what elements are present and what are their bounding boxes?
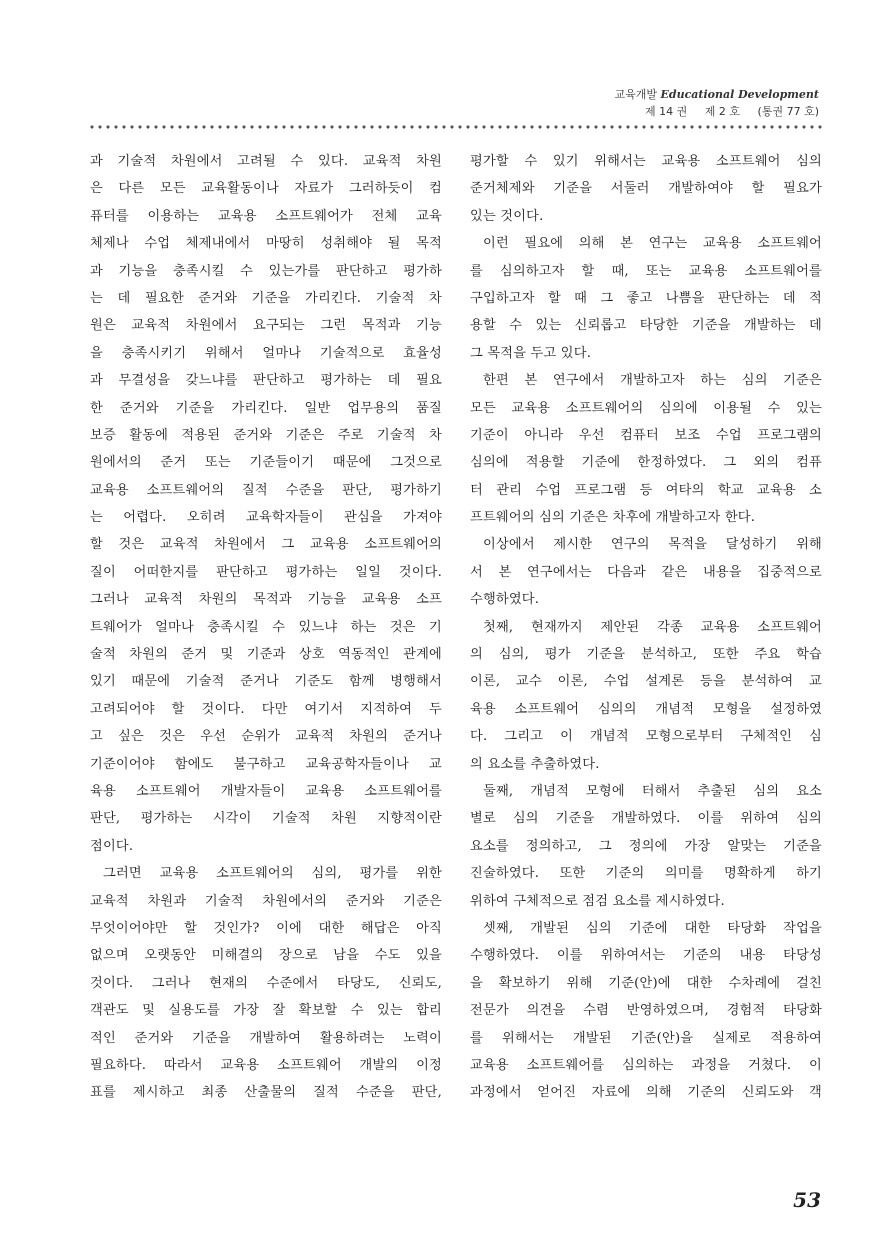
- journal-title-en: Educational Development: [660, 88, 819, 101]
- text-line: 트웨어가 얼마나 충족시킬 수 있느냐 하는 것은 기: [90, 619, 442, 635]
- text-line: 점이다.: [90, 838, 134, 854]
- text-line: 필요하다. 따라서 교육용 소프트웨어 개발의 이정: [90, 1057, 442, 1073]
- text-line: 다. 그리고 이 개념적 모형으로부터 구체적인 심: [470, 729, 822, 745]
- text-line: 수행하였다.: [470, 592, 540, 608]
- issue-info: [615, 103, 820, 120]
- text-line: 교육용 소프트웨어의 질적 수준을 판단, 평가하기: [90, 482, 442, 498]
- text-line: 표를 제시하고 최종 산출물의 질적 수준을 판단,: [90, 1085, 442, 1101]
- left-column: [90, 148, 442, 1107]
- text-line: 의 요소를 추출하였다.: [470, 756, 600, 772]
- text-line: 과정에서 얻어진 자료에 의해 기준의 신뢰도와 객: [470, 1085, 822, 1101]
- text-line: 터 관리 수업 프로그램 등 여타의 학교 교육용 소: [470, 482, 822, 498]
- text-line: 한 준거와 기준을 가리킨다. 일반 업무용의 품질: [90, 400, 442, 416]
- text-line: 는 어렵다. 오히려 교육학자들이 관심을 가져야: [90, 510, 442, 526]
- text-line: 이론, 교수 이론, 수업 설계론 등을 분석하여 교: [470, 674, 822, 690]
- text-line: 심의에 적용할 기준에 한정하였다. 그 외의 컴퓨: [470, 455, 822, 471]
- text-line: 기준이어야 함에도 불구하고 교육공학자들이나 교: [90, 756, 442, 772]
- text-line: 질이 어떠한지를 판단하고 평가하는 일일 것이다.: [90, 564, 442, 580]
- journal-title-kr: 교육개발: [614, 88, 658, 101]
- text-line: 객관도 및 실용도를 가장 잘 확보할 수 있는 합리: [90, 1003, 442, 1019]
- text-line: 이런 필요에 의해 본 연구는 교육용 소프트웨어: [483, 236, 822, 252]
- text-line: 퓨터를 이용하는 교육용 소프트웨어가 전체 교육: [90, 208, 442, 224]
- text-line: 프트웨어의 심의 기준은 차후에 개발하고자 한다.: [470, 510, 756, 526]
- text-line: 전문가 의견을 수렴 반영하였으며, 경험적 타당화: [470, 1003, 822, 1019]
- text-line: 수행하였다. 이를 위하여서는 기준의 내용 타당성: [470, 948, 822, 964]
- text-line: 술적 차원의 준거 및 기준과 상호 역동적인 관계에: [90, 647, 442, 663]
- total-issue-label: (통권 77 호): [757, 105, 819, 118]
- text-line: 과 기능을 충족시킬 수 있는가를 판단하고 평가하: [90, 263, 442, 279]
- text-line: 위하여 구체적으로 점검 요소를 제시하였다.: [470, 893, 725, 909]
- text-line: 적인 준거와 기준을 개발하여 활용하려는 노력이: [90, 1030, 442, 1046]
- text-line: 교육용 소프트웨어를 심의하는 과정을 거쳤다. 이: [470, 1057, 822, 1073]
- text-line: 는 데 필요한 준거와 기준을 가리킨다. 기술적 차: [90, 290, 442, 306]
- journal-title: [615, 86, 820, 103]
- text-line: 그러면 교육용 소프트웨어의 심의, 평가를 위한: [103, 866, 442, 882]
- text-line: 판단, 평가하는 시각이 기술적 차원 지향적이란: [90, 811, 442, 827]
- text-line: 첫째, 현재까지 제안된 각종 교육용 소프트웨어: [483, 619, 822, 635]
- text-line: 체제나 수업 체제내에서 마땅히 성취해야 될 목적: [90, 236, 442, 252]
- text-line: 과 무결성을 갖느냐를 판단하고 평가하는 데 필요: [90, 373, 442, 389]
- text-line: 육용 소프트웨어 개발자들이 교육용 소프트웨어를: [90, 783, 442, 799]
- text-line: 육용 소프트웨어 심의의 개념적 모형을 설정하였: [470, 701, 822, 717]
- text-line: 진술하였다. 또한 기준의 의미를 명확하게 하기: [470, 866, 822, 882]
- text-line: 를 위해서는 개발된 기준(안)을 실제로 적용하여: [470, 1030, 822, 1046]
- text-line: 원에서의 준거 또는 기준들이기 때문에 그것으로: [90, 455, 442, 471]
- text-line: 을 확보하기 위해 기준(안)에 대한 수차례에 걸친: [470, 975, 822, 991]
- text-line: 둘째, 개념적 모형에 터해서 추출된 심의 요소: [483, 783, 822, 799]
- text-line: 은 다른 모든 교육활동이나 자료가 그러하듯이 컴: [90, 181, 442, 197]
- volume-label: 제 14 권: [645, 105, 688, 118]
- text-line: 을 충족시키기 위해서 얼마나 기술적으로 효율성: [90, 345, 442, 361]
- text-line: 그 목적을 두고 있다.: [470, 345, 592, 361]
- text-line: 보증 활동에 적용된 준거와 기준은 주로 기술적 차: [90, 427, 442, 443]
- issue-label: 제 2 호: [704, 105, 741, 118]
- text-line: 이상에서 제시한 연구의 목적을 달성하기 위해: [483, 537, 822, 553]
- text-line: 없으며 오랫동안 미해결의 장으로 남을 수도 있을: [90, 948, 442, 964]
- page-number: 53: [793, 1188, 821, 1212]
- text-line: 의 심의, 평가 기준을 분석하고, 또한 주요 학습: [470, 647, 822, 663]
- text-line: 교육적 차원과 기술적 차원에서의 준거와 기준은: [90, 893, 442, 909]
- right-column: [470, 148, 822, 1107]
- text-line: 것이다. 그러나 현재의 수준에서 타당도, 신뢰도,: [90, 975, 442, 991]
- dotted-divider: [88, 124, 822, 130]
- text-line: 를 심의하고자 할 때, 또는 교육용 소프트웨어를: [470, 263, 822, 279]
- text-line: 그러나 교육적 차원의 목적과 기능을 교육용 소프: [90, 592, 442, 608]
- text-line: 고 싶은 것은 우선 순위가 교육적 차원의 준거나: [90, 729, 442, 745]
- text-line: 한편 본 연구에서 개발하고자 하는 심의 기준은: [483, 373, 822, 389]
- text-line: 서 본 연구에서는 다음과 같은 내용을 집중적으로: [470, 564, 822, 580]
- text-line: 원은 교육적 차원에서 요구되는 그런 목적과 기능: [90, 318, 442, 334]
- text-line: 준거체제와 기준을 서둘러 개발하여야 할 필요가: [470, 181, 822, 197]
- text-line: 용할 수 있는 신뢰롭고 타당한 기준을 개발하는 데: [470, 318, 822, 334]
- text-line: 과 기술적 차원에서 고려될 수 있다. 교육적 차원: [90, 154, 442, 169]
- running-header: [615, 86, 820, 120]
- text-line: 별로 심의 기준을 개발하였다. 이를 위하여 심의: [470, 811, 822, 827]
- text-line: 평가할 수 있기 위해서는 교육용 소프트웨어 심의: [470, 154, 822, 169]
- text-line: 모든 교육용 소프트웨어의 심의에 이용될 수 있는: [470, 400, 822, 416]
- text-line: 있는 것이다.: [470, 208, 544, 224]
- text-line: 구입하고자 할 때 그 좋고 나쁨을 판단하는 데 적: [470, 290, 822, 306]
- text-line: 고려되어야 할 것이다. 다만 여기서 지적하여 두: [90, 701, 442, 717]
- text-line: 셋째, 개발된 심의 기준에 대한 타당화 작업을: [483, 920, 822, 936]
- text-line: 기준이 아니라 우선 컴퓨터 보조 수업 프로그램의: [470, 427, 822, 443]
- text-line: 무엇이어야만 할 것인가? 이에 대한 해답은 아직: [90, 920, 442, 936]
- text-line: 요소를 정의하고, 그 정의에 가장 알맞는 기준을: [470, 838, 822, 854]
- text-line: 할 것은 교육적 차원에서 그 교육용 소프트웨어의: [90, 537, 442, 553]
- text-line: 있기 때문에 기술적 준거나 기준도 함께 병행해서: [90, 674, 442, 690]
